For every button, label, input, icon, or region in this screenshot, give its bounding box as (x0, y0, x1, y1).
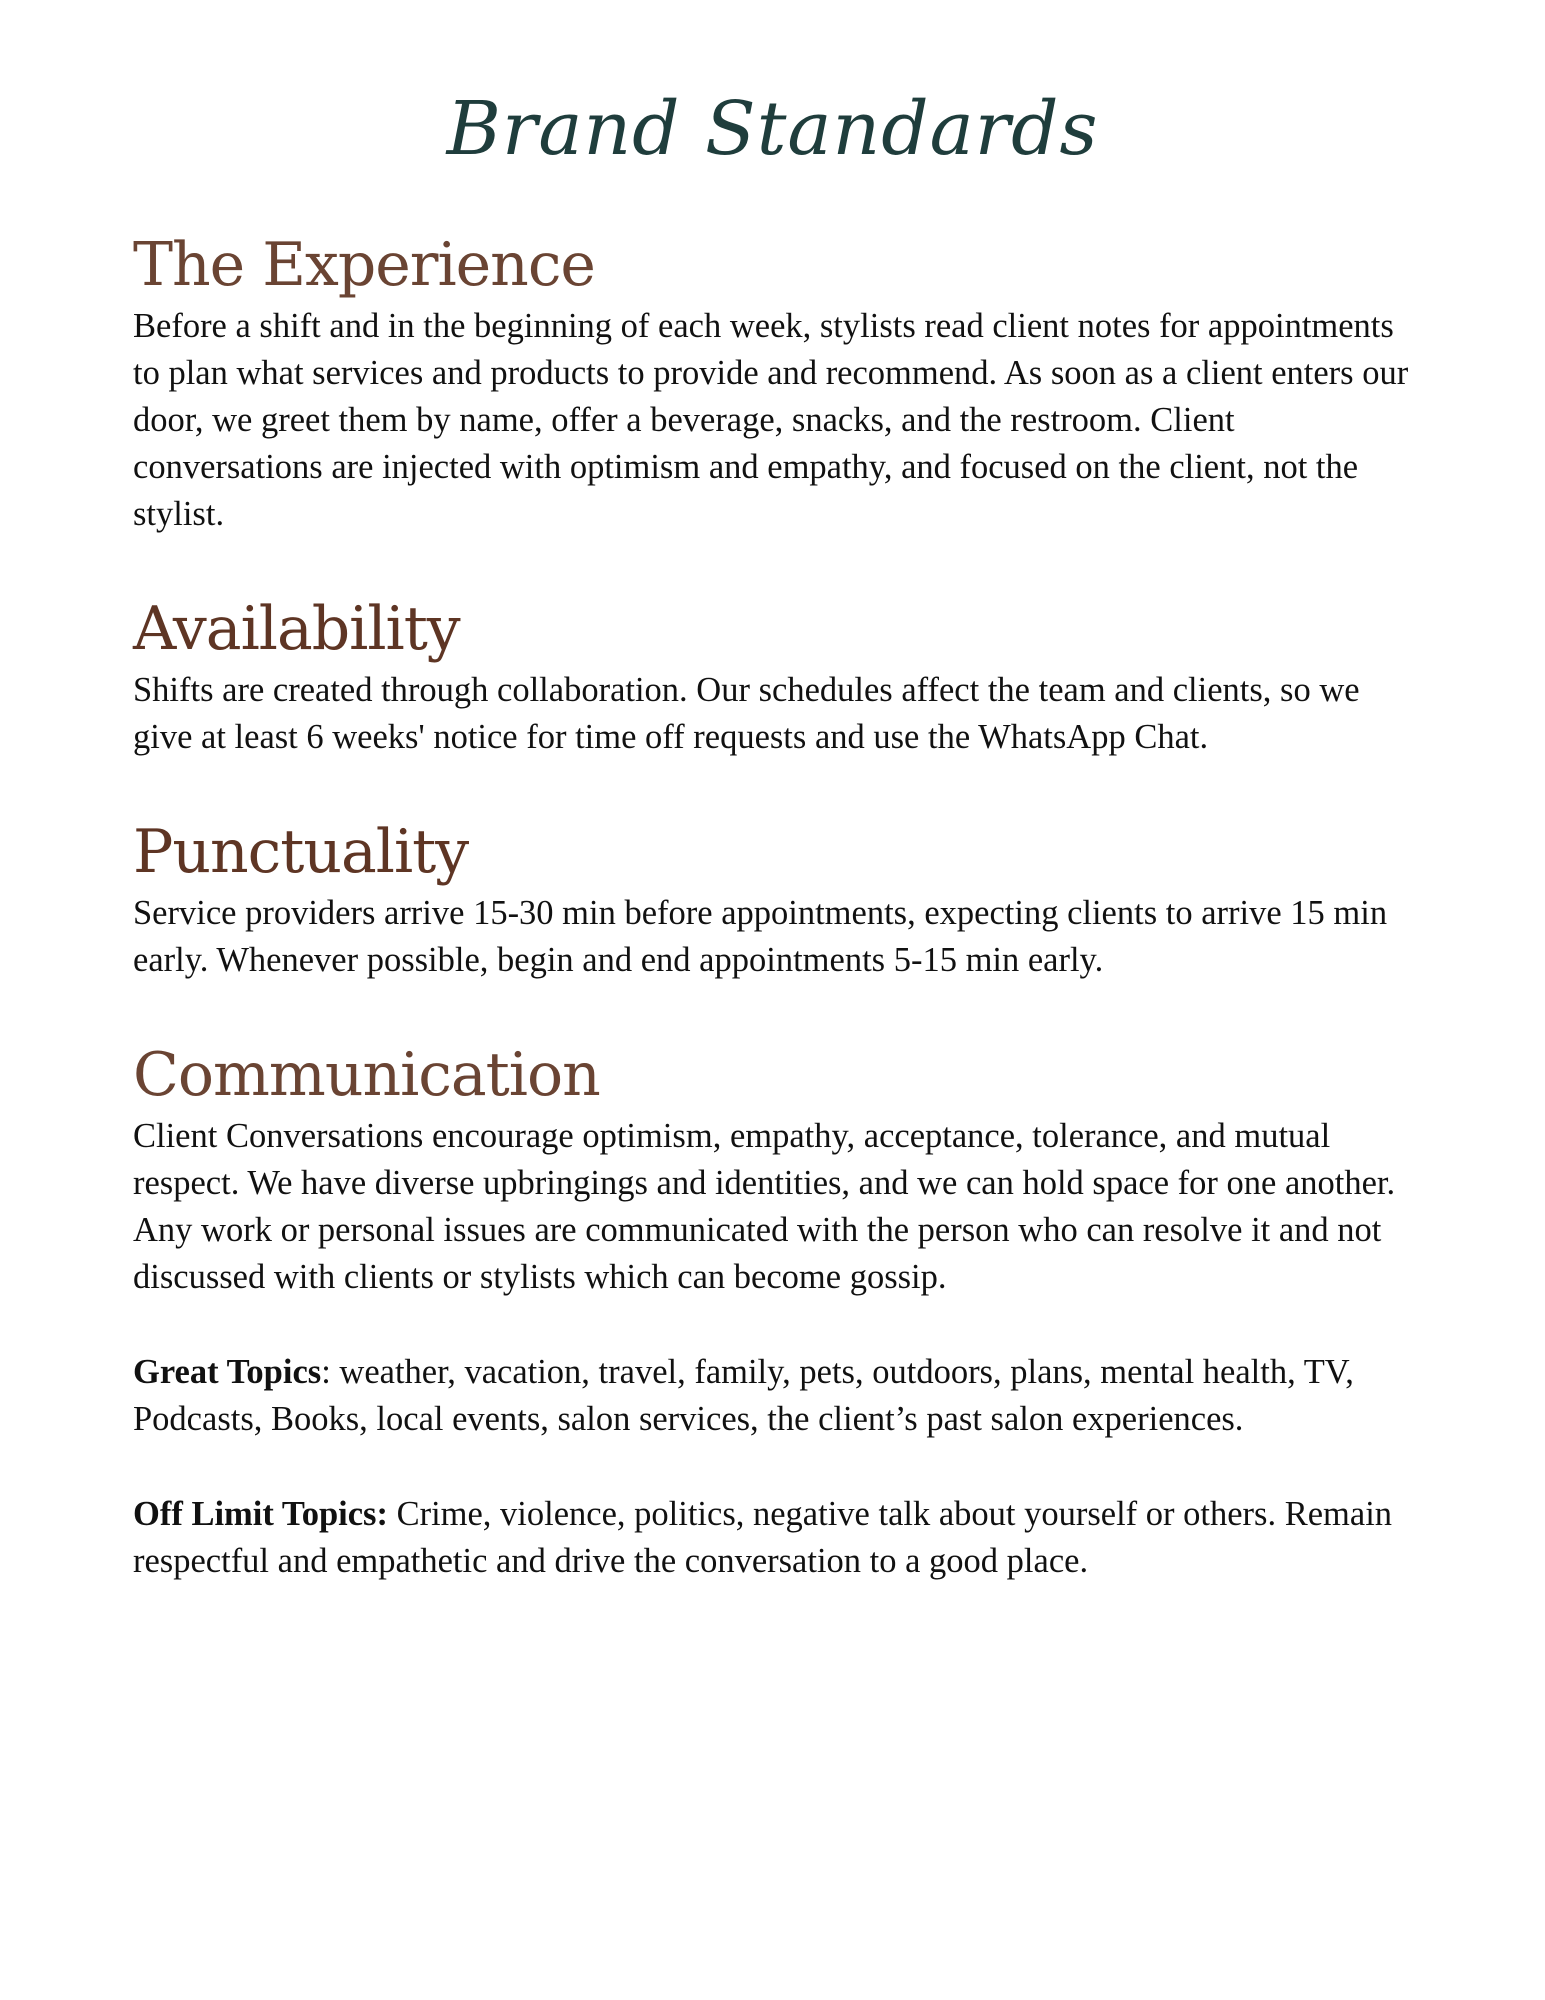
section-punctuality (133, 815, 1423, 984)
brand-title: Brand Standards (446, 86, 1099, 172)
off-limit-topics-label: Off Limit Topics: (133, 1495, 388, 1533)
section-heading-communication: Communication (133, 1040, 600, 1110)
off-limit-topics-text: Crime, violence, politics, negative talk about yourself or others. Remain respectful and empathetic and drive the conversation to a good place. (133, 1495, 1393, 1580)
great-topics-paragraph (133, 1349, 1423, 1443)
section-experience (133, 228, 1423, 538)
section-body-availability: Shifts are created through collaboration. Our schedules affect the team and clients, so we give at least 6 weeks' notice for time off requests and use the WhatsApp Chat. (133, 671, 1360, 756)
section-body-experience: Before a shift and in the beginning of each week, stylists read client notes for appointments to plan what services and products to provide and recommend. As soon as a client enters our door, we greet them by name, offer a beverage, snacks, and the restroom. Client conversations are injected with optimism and empathy, and focused on the client, not the stylist. (133, 307, 1409, 533)
section-body-punctuality: Service providers arrive 15-30 min before appointments, expecting clients to arrive 15 min early. Whenever possible, begin and end appointments 5-15 min early. (133, 894, 1388, 979)
section-communication (133, 1038, 1423, 1585)
section-heading-punctuality: Punctuality (133, 817, 469, 887)
off-limit-topics-paragraph (133, 1491, 1423, 1585)
section-heading-experience: The Experience (133, 230, 595, 300)
document-content (133, 228, 1423, 1639)
section-body-communication: Client Conversations encourage optimism, empathy, acceptance, tolerance, and mutual respect. We have diverse upbringings and identities, and we can hold space for one another. Any work or personal issues are communicated with the person who can resolve it and not discussed with clients or stylists which can become gossip. (133, 1117, 1396, 1296)
section-heading-availability: Availability (133, 594, 460, 664)
great-topics-label: Great Topics (133, 1353, 322, 1391)
great-topics-text: : weather, vacation, travel, family, pets, outdoors, plans, mental health, TV, Podcasts, Books, local events, salon services, the client’s past salon experiences. (133, 1353, 1354, 1438)
section-availability (133, 592, 1423, 761)
